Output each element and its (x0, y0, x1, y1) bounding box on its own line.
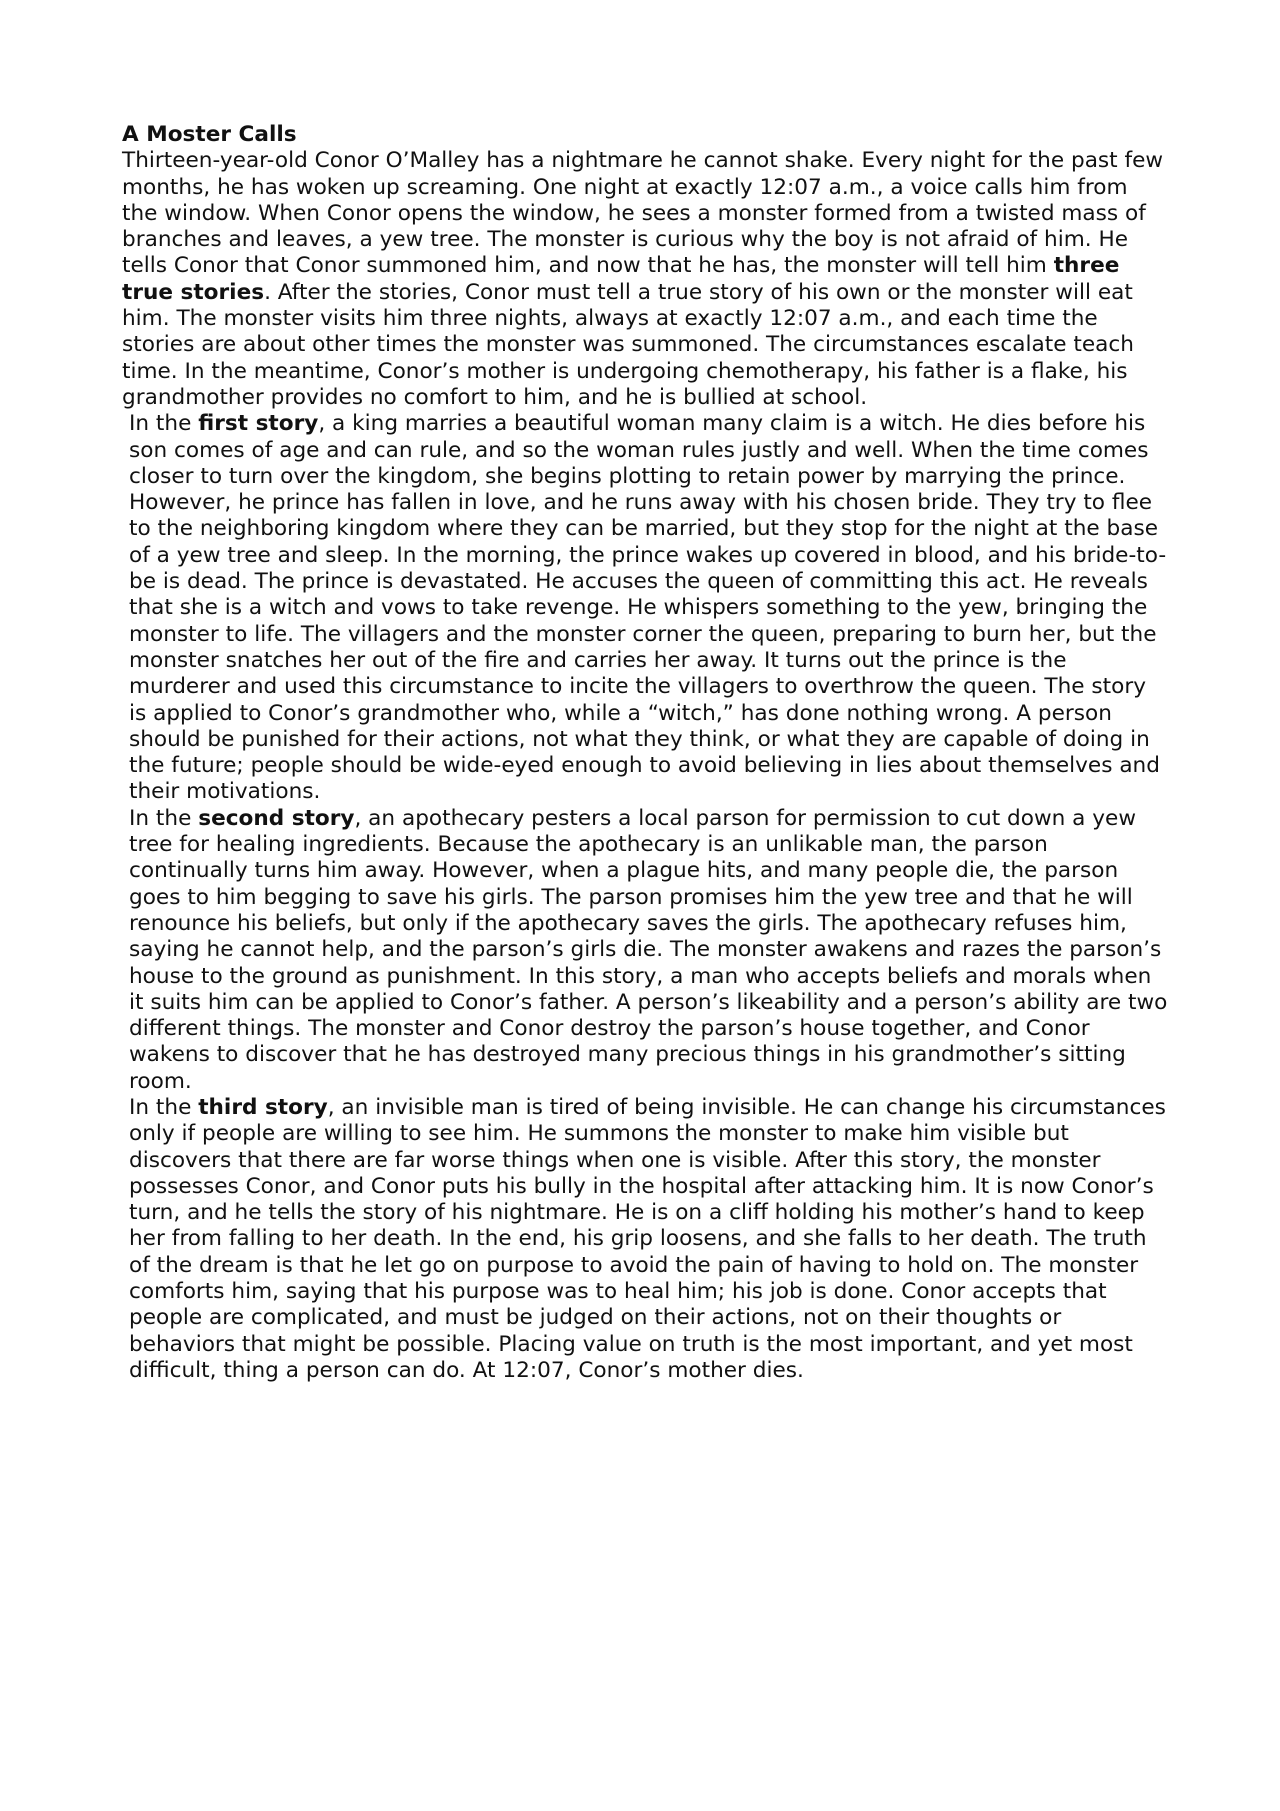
paragraph-third-story (122, 1095, 1168, 1384)
bold-phrase: third story (198, 1094, 328, 1120)
bold-phrase: first story (198, 411, 319, 437)
paragraph-text: , an apothecary pesters a local parson for permission to cut down a yew tree for healing ingredients. Because the apothecary is an unlikable man, the parson continually turns him away. However, when a plague hits, and many people die, the parson goes to him begging to save his girls. The parson promises him the yew tree and that he will renounce his beliefs, but only if the apothecary saves the girls. The apothecary refuses him, saying he cannot help, and the parson’s girls die. The monster awakens and razes the parson’s house to the ground as punishment. In this story, a man who accepts beliefs and morals when it suits him can be applied to Conor’s father. A person’s likeability and a person’s ability are two different things. The monster and Conor destroy the parson’s house together, and Conor wakens to discover that he has destroyed many precious things in his grandmother’s sitting room. (129, 805, 1168, 1094)
paragraph-text: . After the stories, Conor must tell a true story of his own or the monster will eat him. The monster visits him three nights, always at exactly 12:07 a.m., and each time the stories are about other times the monster was summoned. The circumstances escalate teach time. In the meantime, Conor’s mother is undergoing chemotherapy, his father is a flake, his grandmother provides no comfort to him, and he is bullied at school. (122, 279, 1134, 410)
paragraph-text: In the (129, 411, 199, 437)
document-body (122, 122, 1168, 1384)
paragraph-intro (122, 148, 1168, 411)
document-title: A Moster Calls (122, 122, 297, 147)
paragraph-first-story (122, 411, 1168, 805)
bold-phrase: three true stories (122, 253, 1120, 305)
paragraph-text: Thirteen-year-old Conor O’Malley has a nightmare he cannot shake. Every night for the past few months, he has woken up screaming. One night at exactly 12:07 a.m., a voice calls him from the window. When Conor opens the window, he sees a monster formed from a twisted mass of branches and leaves, a yew tree. The monster is curious why the boy is not afraid of him. He tells Conor that Conor summoned him, and now that he has, the monster will tell him (122, 148, 1164, 279)
paragraph-second-story (122, 806, 1168, 1095)
paragraph-text: In the (129, 805, 199, 831)
paragraph-text: In the (129, 1094, 199, 1120)
paragraph-text: , a king marries a beautiful woman many claim is a witch. He dies before his son comes of age and can rule, and so the woman rules justly and well. When the time comes closer to turn over the kingdom, she begins plotting to retain power by marrying the prince. However, he prince has fallen in love, and he runs away with his chosen bride. They try to flee to the neighboring kingdom where they can be married, but they stop for the night at the base of a yew tree and sleep. In the morning, the prince wakes up covered in blood, and his bride-to-be is dead. The prince is devastated. He accuses the queen of committing this act. He reveals that she is a witch and vows to take revenge. He whispers something to the yew, bringing the monster to life. The villagers and the monster corner the queen, preparing to burn her, but the monster snatches her out of the fire and carries her away. It turns out the prince is the murderer and used this circumstance to incite the villagers to overthrow the queen. The story is applied to Conor’s grandmother who, while a “witch,” has done nothing wrong. A person should be punished for their actions, not what they think, or what they are capable of doing in the future; people should be wide-eyed enough to avoid believing in lies about themselves and their motivations. (129, 411, 1167, 805)
bold-phrase: second story (198, 805, 355, 831)
paragraph-text: , an invisible man is tired of being invisible. He can change his circumstances only if people are willing to see him. He summons the monster to make him visible but discovers that there are far worse things when one is visible. After this story, the monster possesses Conor, and Conor puts his bully in the hospital after attacking him. It is now Conor’s turn, and he tells the story of his nightmare. He is on a cliff holding his mother’s hand to keep her from falling to her death. In the end, his grip loosens, and she falls to her death. The truth of the dream is that he let go on purpose to avoid the pain of having to hold on. The monster comforts him, saying that his purpose was to heal him; his job is done. Conor accepts that people are complicated, and must be judged on their actions, not on their thoughts or behaviors that might be possible. Placing value on truth is the most important, and yet most difficult, thing a person can do. At 12:07, Conor’s mother dies. (129, 1094, 1166, 1383)
